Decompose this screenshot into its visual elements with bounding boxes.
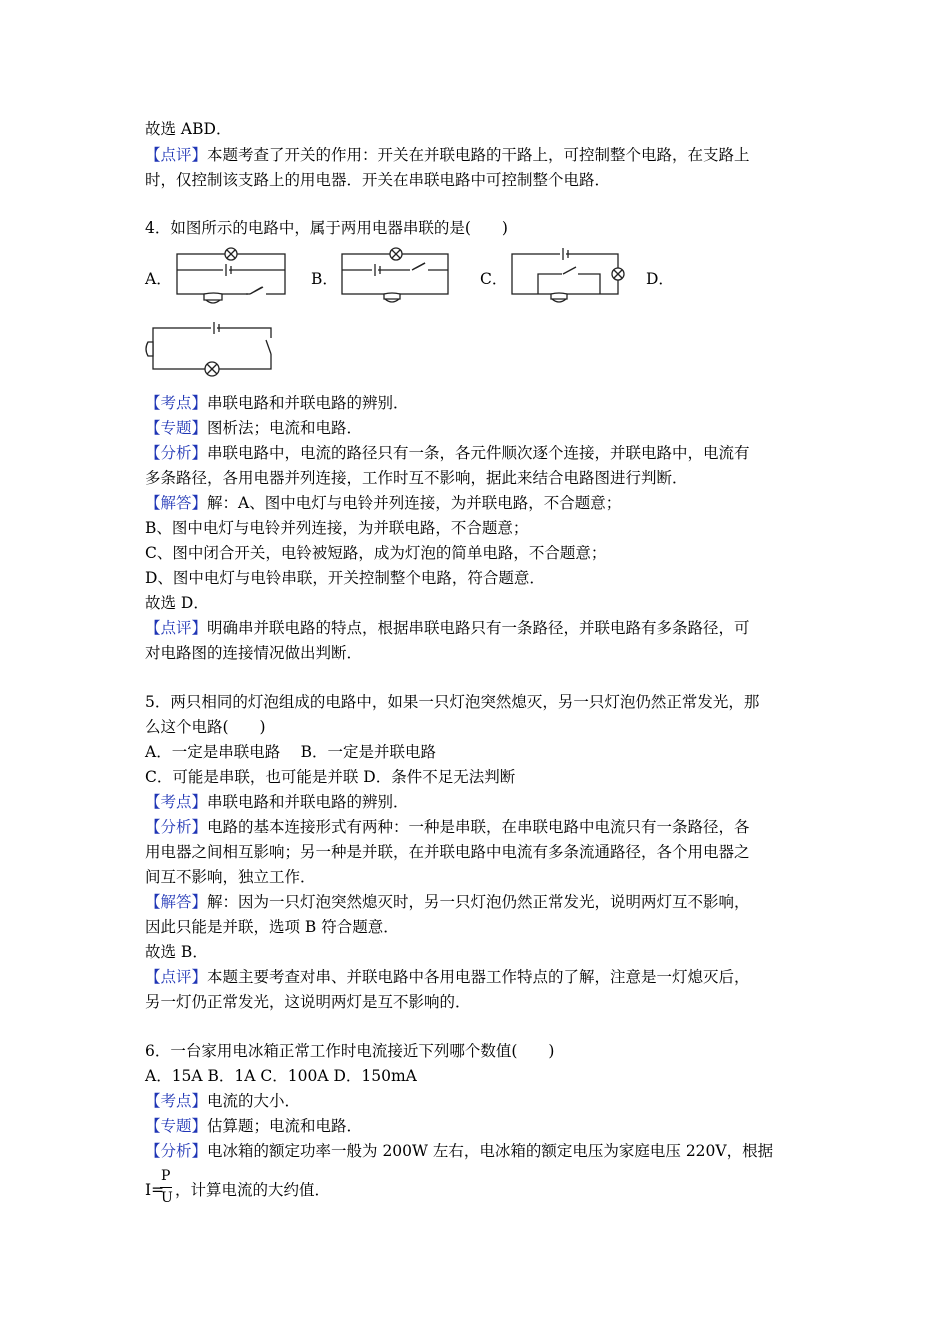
- kaodian-text: 电流的大小．: [207, 1092, 301, 1110]
- fenxi-text-2: ，计算电流的大约值．: [175, 1181, 331, 1199]
- zhuanti-text: 估算题；电流和电路．: [207, 1117, 363, 1135]
- formula-denominator: U: [161, 1190, 173, 1206]
- circuit-diagrams: [0, 0, 950, 400]
- q5-jieda-2: 因此只能是并联，选项 B 符合题意．: [145, 918, 399, 936]
- q4-jieda-4: D、图中电灯与电铃串联，开关控制整个电路，符合题意．: [145, 569, 545, 587]
- fenxi-tag: 【分析】: [145, 1142, 208, 1160]
- q5-answer: 故选 B．: [145, 943, 208, 961]
- circuit-d: [146, 322, 271, 376]
- q4-zhuanti: [145, 418, 362, 438]
- q6-fenxi-1: [145, 1141, 773, 1161]
- zhuanti-tag: 【专题】: [145, 419, 208, 437]
- kaodian-text: 串联电路和并联电路的辨别．: [207, 394, 409, 412]
- kaodian-text: 串联电路和并联电路的辨别．: [207, 793, 409, 811]
- prev-review-line-2: 时，仅控制该支路上的用电器．开关在串联电路中可控制整个电路．: [145, 171, 611, 189]
- dianping-tag: 【点评】: [145, 968, 208, 986]
- fenxi-text: 串联电路中，电流的路径只有一条，各元件顺次逐个连接，并联电路中，电流有: [207, 444, 750, 462]
- q4-option-b-label: B．: [311, 270, 338, 288]
- q5-kaodian: [145, 792, 409, 812]
- q4-option-d-label: D．: [646, 270, 674, 288]
- fenxi-tag: 【分析】: [145, 818, 208, 836]
- fenxi-tag: 【分析】: [145, 444, 208, 462]
- q4-stem: 4．如图所示的电路中，属于两用电器串联的是( ): [145, 219, 508, 237]
- jieda-text: 解：因为一只灯泡突然熄灭时，另一只灯泡仍然正常发光，说明两灯互不影响，: [207, 893, 750, 911]
- dianping-text: 本题主要考查对串、并联电路中各用电器工作特点的了解，注意是一灯熄灭后，: [207, 968, 750, 986]
- kaodian-tag: 【考点】: [145, 1092, 208, 1110]
- jieda-text: 解：A、图中电灯与电铃并列连接，为并联电路，不合题意；: [207, 494, 622, 512]
- jieda-tag: 【解答】: [145, 494, 208, 512]
- q5-options-1: A．一定是串联电路 B．一定是并联电路: [145, 743, 437, 761]
- review-tag: 【点评】: [145, 146, 208, 164]
- formula-numerator: P: [161, 1168, 171, 1184]
- circuit-c: [512, 248, 624, 302]
- q5-fenxi-3: 间互不影响，独立工作．: [145, 868, 316, 886]
- q6-formula-line: [145, 1168, 331, 1206]
- q5-fenxi-2: 用电器之间相互影响；另一种是并联，在并联电路中电流有多条流通路径，各个用电器之: [145, 843, 750, 861]
- q4-dianping-1: [145, 618, 750, 638]
- q4-jieda-2: B、图中电灯与电铃并列连接，为并联电路，不合题意；: [145, 519, 529, 537]
- q6-kaodian: [145, 1091, 300, 1111]
- q4-jieda-1: [145, 493, 621, 513]
- formula-lhs: I=: [145, 1181, 165, 1199]
- q6-zhuanti: [145, 1116, 362, 1136]
- q4-jieda-3: C、图中闭合开关，电铃被短路，成为灯泡的简单电路，不合题意；: [145, 544, 607, 562]
- q6-options: A．15A B．1A C．100A D．150mA: [145, 1067, 417, 1085]
- q4-option-a-label: A．: [145, 270, 172, 288]
- review-text: 本题考查了开关的作用：开关在并联电路的干路上，可控制整个电路，在支路上: [207, 146, 750, 164]
- fenxi-text: 电路的基本连接形式有两种：一种是串联，在串联电路中电流只有一条路径，各: [207, 818, 750, 836]
- kaodian-tag: 【考点】: [145, 394, 208, 412]
- q4-option-c-label: C．: [480, 270, 508, 288]
- q4-fenxi-1: [145, 443, 750, 463]
- q5-dianping-2: 另一灯仍正常发光，这说明两灯是互不影响的．: [145, 993, 471, 1011]
- zhuanti-text: 图析法；电流和电路．: [207, 419, 363, 437]
- prev-answer: 故选 ABD．: [145, 120, 232, 138]
- circuit-b: [342, 248, 448, 302]
- fenxi-text: 电冰箱的额定功率一般为 200W 左右，电冰箱的额定电压为家庭电压 220V，根据: [207, 1142, 774, 1160]
- q5-stem-2: 么这个电路( ): [145, 718, 266, 736]
- zhuanti-tag: 【专题】: [145, 1117, 208, 1135]
- q5-fenxi-1: [145, 817, 750, 837]
- q5-stem-1: 5．两只相同的灯泡组成的电路中，如果一只灯泡突然熄灭，另一只灯泡仍然正常发光，那: [145, 693, 760, 711]
- kaodian-tag: 【考点】: [145, 793, 208, 811]
- q6-stem: 6．一台家用电冰箱正常工作时电流接近下列哪个数值( ): [145, 1042, 555, 1060]
- dianping-tag: 【点评】: [145, 619, 208, 637]
- q4-dianping-2: 对电路图的连接情况做出判断．: [145, 644, 363, 662]
- q5-dianping-1: [145, 967, 750, 987]
- jieda-tag: 【解答】: [145, 893, 208, 911]
- q4-kaodian: [145, 393, 409, 413]
- q4-fenxi-2: 多条路径，各用电器并列连接，工作时互不影响，据此来结合电路图进行判断．: [145, 469, 688, 487]
- q4-answer: 故选 D．: [145, 594, 209, 612]
- q5-options-2: C．可能是串联，也可能是并联 D．条件不足无法判断: [145, 768, 516, 786]
- circuit-a: [177, 248, 285, 303]
- q5-jieda-1: [145, 892, 750, 912]
- dianping-text: 明确串并联电路的特点，根据串联电路只有一条路径，并联电路有多条路径，可: [207, 619, 750, 637]
